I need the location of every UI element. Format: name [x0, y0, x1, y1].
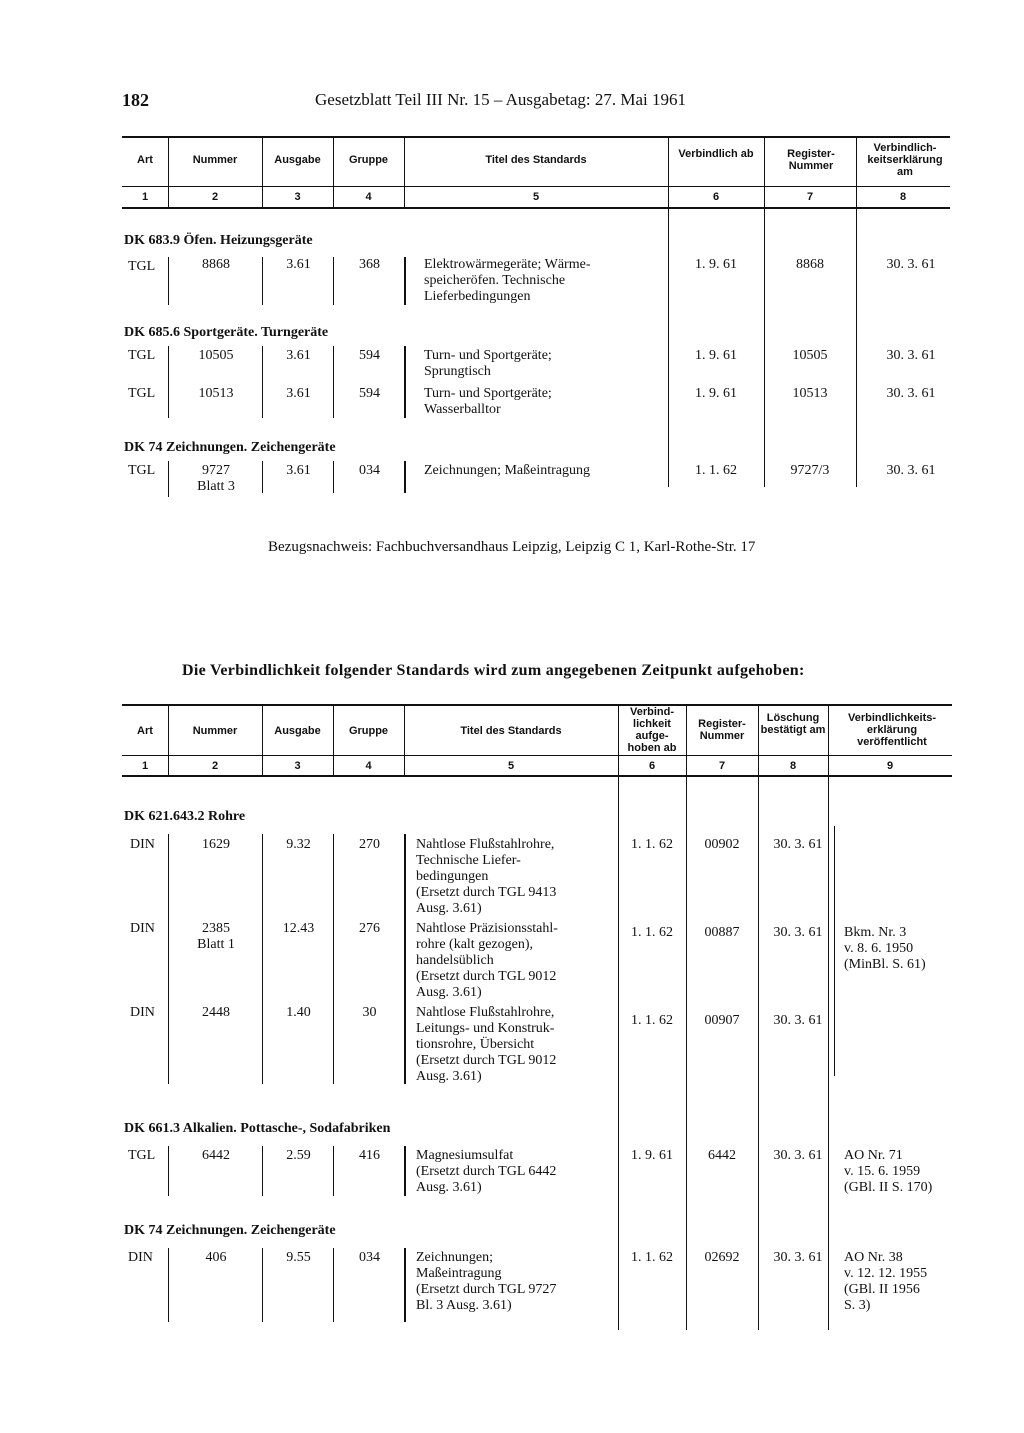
- cell-register: 9727/3: [790, 463, 830, 478]
- section-heading: Die Verbindlichkeit folgender Standards wird zum angegebenen Zeitpunkt aufgehoben:: [182, 662, 805, 679]
- col-header-erklaerung: Verbindlich-keitserklärung am: [867, 142, 943, 178]
- table-rule: [122, 186, 950, 187]
- col-header-register: Register-Nummer: [698, 718, 746, 742]
- cell-verbindlich: 1. 9. 61: [695, 348, 737, 363]
- cell-aufgehoben: 1. 1. 62: [631, 1013, 673, 1028]
- col-header-ausgabe: Ausgabe: [274, 154, 321, 166]
- cell-gruppe: 594: [359, 348, 380, 363]
- cell-gruppe: 416: [359, 1148, 380, 1163]
- row-divider: [333, 1146, 334, 1196]
- row-divider: [262, 1146, 263, 1196]
- col-header-art: Art: [137, 154, 153, 166]
- col-number: 3: [294, 760, 301, 772]
- cell-nummer: 1629: [202, 837, 230, 852]
- cell-gruppe: 034: [359, 463, 380, 478]
- cell-nummer: 10505: [198, 348, 234, 363]
- cell-aufgehoben: 1. 1. 62: [631, 925, 673, 940]
- row-divider: [333, 346, 334, 418]
- section-title: DK 621.643.2 Rohre: [124, 809, 246, 824]
- row-divider: [168, 346, 169, 418]
- cell-nummer: 8868: [202, 257, 230, 272]
- cell-ausgabe: 12.43: [282, 921, 315, 936]
- col-header-loeschung: Löschung bestätigt am: [760, 712, 826, 736]
- cell-nummer: 406: [205, 1250, 227, 1265]
- table-rule: [122, 136, 950, 138]
- row-divider: [168, 461, 169, 497]
- col-number: 8: [789, 760, 797, 772]
- cell-nummer: 9727 Blatt 3: [197, 463, 235, 494]
- row-divider: [168, 257, 169, 305]
- row-divider: [404, 1248, 406, 1322]
- cell-ausgabe: 3.61: [286, 386, 311, 401]
- cell-veroeffentlicht: AO Nr. 38 v. 12. 12. 1955 (GBl. II 1956 S. 3): [844, 1250, 928, 1313]
- col-header-aufgehoben: Verbind-lichkeit aufge-hoben ab: [627, 706, 677, 754]
- bezugsnachweis: Bezugsnachweis: Fachbuchversandhaus Leipzig, Leipzig C 1, Karl-Rothe-Str. 17: [268, 539, 756, 555]
- section-title: DK 661.3 Alkalien. Pottasche-, Sodafabriken: [124, 1121, 391, 1136]
- col-header-veroeffentlicht: Verbindlichkeits-erklärung veröffentlicht: [847, 712, 937, 748]
- cell-aufgehoben: 1. 1. 62: [631, 837, 673, 852]
- col-number: 2: [211, 191, 219, 203]
- cell-nummer: 2385 Blatt 1: [197, 921, 235, 952]
- cell-register: 10513: [792, 386, 828, 401]
- cell-ausgabe: 3.61: [286, 463, 311, 478]
- col-number: 4: [365, 191, 372, 203]
- cell-art: TGL: [128, 386, 156, 401]
- cell-gruppe: 368: [359, 257, 380, 272]
- col-number: 9: [886, 760, 894, 772]
- cell-loeschung: 30. 3. 61: [773, 925, 823, 940]
- cell-gruppe: 594: [359, 386, 380, 401]
- cell-art: TGL: [128, 1148, 156, 1163]
- cell-titel: Magnesiumsulfat (Ersetzt durch TGL 6442 Ausg. 3.61): [416, 1148, 557, 1195]
- cell-veroeffentlicht: AO Nr. 71 v. 15. 6. 1959 (GBl. II S. 170): [844, 1148, 933, 1195]
- col-header-register: Register-Nummer: [787, 148, 835, 172]
- column-divider: [686, 775, 687, 1330]
- row-divider: [404, 346, 406, 418]
- col-number: 1: [141, 760, 149, 772]
- row-divider: [168, 834, 169, 1084]
- cell-titel: Elektrowärmegeräte; Wärme- speicheröfen. Technische Lieferbedingungen: [424, 257, 591, 304]
- row-divider: [333, 1248, 334, 1322]
- row-divider: [262, 257, 263, 305]
- cell-aufgehoben: 1. 9. 61: [631, 1148, 673, 1163]
- col-number: 6: [648, 760, 656, 772]
- row-divider: [404, 461, 406, 493]
- col-number: 5: [532, 191, 540, 203]
- cell-titel: Zeichnungen; Maßeintragung (Ersetzt durch TGL 9727 Bl. 3 Ausg. 3.61): [416, 1250, 557, 1313]
- col-number: 5: [507, 760, 515, 772]
- col-number: 4: [365, 760, 372, 772]
- table-rule: [122, 207, 950, 209]
- cell-gruppe: 034: [359, 1250, 380, 1265]
- row-divider: [333, 834, 334, 1084]
- cell-nummer: 2448: [202, 1005, 230, 1020]
- cell-gruppe: 276: [359, 921, 380, 936]
- col-header-gruppe: Gruppe: [348, 725, 389, 737]
- cell-veroeffentlicht: Bkm. Nr. 3 v. 8. 6. 1950 (MinBl. S. 61): [844, 925, 926, 972]
- column-divider: [618, 775, 619, 1330]
- col-header-titel: Titel des Standards: [485, 154, 587, 166]
- section-title: DK 685.6 Sportgeräte. Turngeräte: [124, 325, 329, 340]
- col-number: 6: [712, 191, 720, 203]
- cell-loeschung: 30. 3. 61: [773, 1250, 823, 1265]
- cell-nummer: 10513: [198, 386, 234, 401]
- cell-ausgabe: 3.61: [286, 348, 311, 363]
- col-header-titel: Titel des Standards: [460, 725, 562, 737]
- section-title: DK 74 Zeichnungen. Zeichengeräte: [124, 1223, 336, 1238]
- running-title: Gesetzblatt Teil III Nr. 15 – Ausgabetag: 27. Mai 1961: [315, 90, 687, 109]
- cell-erklaerung: 30. 3. 61: [886, 348, 936, 363]
- row-divider: [404, 834, 406, 1084]
- cell-titel: Nahtlose Flußstahlrohre, Technische Liefer- bedingungen (Ersetzt durch TGL 9413 Ausg. 3.61): [416, 837, 557, 916]
- col-number: 8: [899, 191, 907, 203]
- col-header-verbindlich: Verbindlich ab: [678, 148, 754, 160]
- column-divider: [856, 207, 857, 487]
- row-divider: [333, 257, 334, 305]
- cell-art: DIN: [130, 837, 155, 852]
- cell-aufgehoben: 1. 1. 62: [631, 1250, 673, 1265]
- cell-ausgabe: 2.59: [286, 1148, 311, 1163]
- cell-erklaerung: 30. 3. 61: [886, 463, 936, 478]
- cell-ausgabe: 1.40: [286, 1005, 311, 1020]
- cell-ausgabe: 9.55: [286, 1250, 311, 1265]
- col-number: 2: [211, 760, 219, 772]
- row-divider: [262, 834, 263, 1084]
- cell-register: 10505: [792, 348, 828, 363]
- column-divider: [758, 775, 759, 1330]
- cell-art: DIN: [130, 1005, 155, 1020]
- column-divider: [764, 207, 765, 487]
- col-number: 7: [718, 760, 726, 772]
- col-header-nummer: Nummer: [192, 725, 238, 737]
- cell-art: DIN: [130, 921, 155, 936]
- cell-gruppe: 270: [359, 837, 380, 852]
- cell-titel: Turn- und Sportgeräte; Wasserballtor: [424, 386, 552, 417]
- row-divider: [262, 461, 263, 493]
- col-number: 1: [141, 191, 149, 203]
- cell-loeschung: 30. 3. 61: [773, 1013, 823, 1028]
- cell-titel: Zeichnungen; Maßeintragung: [424, 463, 591, 478]
- cell-titel: Nahtlose Flußstahlrohre, Leitungs- und Konstruk- tionsrohre, Übersicht (Ersetzt durch TGL 9012 Ausg. 3.61): [416, 1005, 557, 1084]
- cell-loeschung: 30. 3. 61: [773, 837, 823, 852]
- row-divider: [262, 1248, 263, 1322]
- row-divider: [404, 1146, 406, 1196]
- col-header-ausgabe: Ausgabe: [274, 725, 321, 737]
- column-divider: [668, 207, 669, 487]
- cell-titel: Turn- und Sportgeräte; Sprungtisch: [424, 348, 552, 379]
- row-divider: [333, 461, 334, 493]
- cell-erklaerung: 30. 3. 61: [886, 386, 936, 401]
- cell-titel: Nahtlose Präzisionsstahl- rohre (kalt gezogen), handelsüblich (Ersetzt durch TGL 9012 Ausg. 3.61): [416, 921, 558, 1000]
- row-divider: [168, 1248, 169, 1322]
- cell-ausgabe: 9.32: [286, 837, 311, 852]
- cell-art: TGL: [128, 463, 156, 478]
- col-number: 3: [294, 191, 301, 203]
- page-number: 182: [122, 90, 149, 110]
- col-header-art: Art: [137, 725, 153, 737]
- cell-verbindlich: 1. 9. 61: [695, 257, 737, 272]
- cell-ausgabe: 3.61: [286, 257, 311, 272]
- row-divider: [168, 1146, 169, 1196]
- cell-erklaerung: 30. 3. 61: [886, 257, 936, 272]
- cell-register: 00902: [704, 837, 740, 852]
- grouping-brace: [834, 826, 835, 1076]
- cell-art: TGL: [128, 259, 156, 274]
- cell-register: 00907: [704, 1013, 740, 1028]
- cell-art: DIN: [128, 1250, 153, 1265]
- column-divider: [828, 775, 829, 1330]
- cell-gruppe: 30: [362, 1005, 377, 1020]
- row-divider: [262, 346, 263, 418]
- cell-nummer: 6442: [202, 1148, 230, 1163]
- cell-register: 8868: [796, 257, 824, 272]
- cell-register: 02692: [704, 1250, 740, 1265]
- cell-register: 6442: [708, 1148, 736, 1163]
- col-header-gruppe: Gruppe: [348, 154, 389, 166]
- col-number: 7: [806, 191, 814, 203]
- cell-art: TGL: [128, 348, 156, 363]
- cell-register: 00887: [704, 925, 740, 940]
- col-header-nummer: Nummer: [192, 154, 238, 166]
- section-title: DK 683.9 Öfen. Heizungsgeräte: [124, 233, 313, 248]
- section-title: DK 74 Zeichnungen. Zeichengeräte: [124, 440, 336, 455]
- cell-verbindlich: 1. 9. 61: [695, 386, 737, 401]
- cell-verbindlich: 1. 1. 62: [695, 463, 737, 478]
- row-divider: [404, 257, 406, 305]
- cell-loeschung: 30. 3. 61: [773, 1148, 823, 1163]
